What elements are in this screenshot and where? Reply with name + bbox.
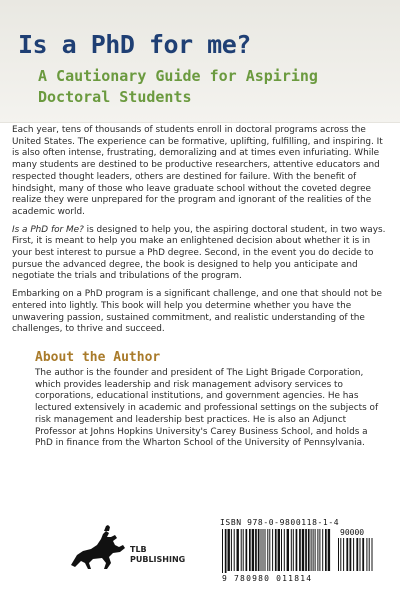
author-bio: The author is the founder and president of The Light Brigade Corporation, which provides leadership and risk management advisory services to corporations, educational institutions, and government agencies. He has lectured extensively in academic and professional settings on the subjects of risk management and leadership best practices. He is also an Adjunct Professor at Johns Hopkins University's Carey Business School, and holds a PhD in finance from the Wharton School of the University of Pennsylvania. bbox=[35, 368, 379, 449]
horse-rider-icon bbox=[63, 525, 133, 575]
publisher-name: TLB PUBLISHING bbox=[130, 545, 186, 564]
barcode-icon bbox=[218, 529, 380, 573]
isbn-barcode bbox=[218, 518, 380, 588]
isbn-label: ISBN 978-0-9800118-1-4 bbox=[220, 518, 340, 527]
book-title: Is a PhD for me? bbox=[18, 30, 251, 59]
header-band bbox=[0, 0, 400, 123]
book-title-inline: Is a PhD for Me? bbox=[12, 224, 84, 235]
about-author-heading: About the Author bbox=[35, 350, 161, 365]
barcode-digits: 9 780980 011814 bbox=[222, 574, 313, 583]
description-paragraph-3: Embarking on a PhD program is a significant challenge, and one that should not be entered into lightly. This book will help you determine whether you have the unwavering passion, sustained commitment, and realistic understanding of the challenges, to thrive and succeed. bbox=[12, 289, 383, 335]
description-paragraph-2-text: is designed to help you, the aspiring doctoral student, in two ways. First, it is meant to help you make an enlightened decision about whether it is in your best interest to pursue a PhD degree. Second, in the event you do decide to pursue the advanced degree, the book is designed to help you anticipate and negotiate the trials and tribulations of the program. bbox=[12, 224, 386, 282]
description-paragraph-1: Each year, tens of thousands of students enroll in doctoral programs across the United States. The experience can be formative, uplifting, fulfilling, and inspiring. It is also often intense, frustrating, demoralizing and at times even infuriating. While many students are destined to be productive researchers, attentive educators and respected thought leaders, others are destined for failure. With the benefit of hindsight, many of those who leave graduate school without the coveted degree realize they were unprepared for the program and ignorant of the realities of the academic world. bbox=[12, 125, 383, 217]
price-code: 90000 bbox=[340, 529, 365, 537]
book-description bbox=[12, 125, 388, 342]
book-subtitle: A Cautionary Guide for Aspiring Doctoral Students bbox=[38, 67, 318, 106]
description-paragraph-2 bbox=[12, 225, 388, 284]
